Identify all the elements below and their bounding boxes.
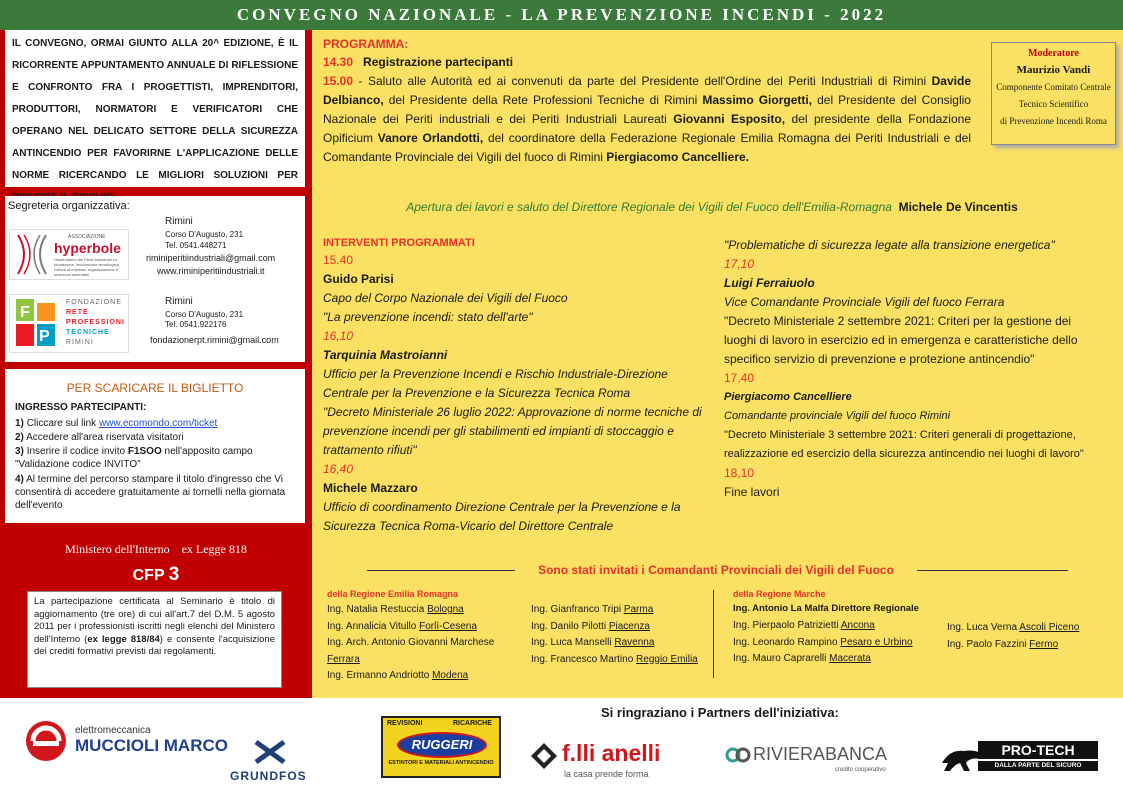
commander-item: [327, 619, 527, 636]
talk-topic: "Decreto Ministeriale 2 settembre 2021: Criteri per la gestione dei luoghi di lavoro in esercizio ed in emergenza e caratteristiche dello specifico servizio di prevenzione e protezione antincendio": [724, 314, 1078, 366]
commander-city: Parma: [623, 604, 654, 615]
rpt-line-2: RETE: [66, 309, 89, 316]
anelli-logo-icon: [530, 742, 558, 770]
org1-website[interactable]: www.riminiperitiindustriali.it: [157, 266, 265, 276]
commander-name: Ing. Luca Verna: [947, 622, 1020, 633]
talk-speaker: Guido Parisi: [323, 272, 394, 286]
rivierabanca-name: RIVIERABANCA: [753, 744, 888, 764]
talks-left: [323, 236, 713, 536]
secretariat-title: Segreteria organizzativa:: [8, 200, 130, 212]
marche-title: della Regione Marche: [733, 589, 826, 599]
moderator-role-1: Componente Comitato Centrale: [996, 82, 1111, 92]
region-divider: [713, 590, 714, 678]
talk-speaker: Michele Mazzaro: [323, 481, 418, 495]
talks-title: INTERVENTI PROGRAMMATI: [323, 237, 475, 249]
commander-name: Ing. Leonardo Rampino: [733, 636, 841, 648]
anelli-tagline: la casa prende forma: [564, 769, 649, 779]
ticket-subtitle: INGRESSO PARTECIPANTI:: [15, 402, 147, 413]
divider-right: [917, 570, 1068, 571]
talk-role: Ufficio per la Prevenzione Incendi e Rischio Industriale-Direzione Centrale per la Prevenzione e la Sicurezza Tecnica Roma: [323, 367, 668, 400]
grundfos-logo-icon: [250, 738, 290, 766]
ticket-title: PER SCARICARE IL BIGLIETTO: [66, 381, 244, 395]
rpt-line-3: PROFESSIONI: [66, 319, 125, 326]
commander-item: [327, 635, 527, 668]
commander-item: [947, 620, 1117, 637]
partners-title: Si ringraziano i Partners dell'iniziativa:: [601, 705, 839, 720]
talk-time: 18,10: [724, 466, 755, 480]
commander-name: Ing. Francesco Martino: [531, 653, 637, 665]
er-list-2: [531, 602, 711, 668]
commander-item: [531, 619, 711, 636]
commander-name: Ing. Luca Manselli: [531, 637, 615, 648]
program-title: PROGRAMMA:: [323, 37, 409, 51]
ministry-line: Ministero dell'Interno ex Legge 818: [65, 542, 247, 556]
partner-anelli: [530, 740, 690, 782]
hyperbole-desc: Osservatorio dei Periti Industriali su formazione, innovazione tecnologica, cultura di impresa, organizzazione e sicurezza aziendale: [54, 257, 120, 277]
partner-protech: [940, 739, 1100, 779]
moderator-role-3: di Prevenzione Incendi Roma: [1000, 116, 1107, 126]
org1-street: Corso D'Augusto, 231: [165, 230, 244, 239]
muccioli-small: elettromeccanica: [75, 725, 151, 736]
org2-city: Rimini: [165, 296, 193, 307]
hyperbole-mark-icon: [12, 231, 52, 278]
muccioli-logo-icon: [23, 717, 69, 763]
talk-role: Comandante provinciale Vigili del fuoco Rimini: [724, 410, 951, 422]
page-header: CONVEGNO NAZIONALE - LA PREVENZIONE INCENDI - 2022: [0, 0, 1123, 30]
commander-city: Pesaro e Urbino: [840, 636, 913, 648]
commander-item: [531, 635, 711, 652]
commander-name: Ing. Natalia Restuccia: [327, 604, 428, 615]
partner-muccioli: [23, 717, 233, 767]
commander-city: Ferrara: [327, 653, 360, 665]
rpt-mark-icon: [13, 297, 59, 349]
talk-speaker: Piergiacomo Cancelliere: [724, 391, 852, 403]
cfp-label: CFP 3: [132, 564, 180, 585]
marche-list-1: [733, 618, 943, 668]
talk-time: 17.40: [724, 371, 755, 385]
ruggeri-name: RUGGERI: [397, 732, 487, 758]
commander-name: Ing. Ermanno Andriotto: [327, 670, 433, 681]
talk-time: 16,10: [323, 329, 354, 343]
partner-rivierabanca: [725, 744, 910, 784]
commander-name: Ing. Danilo Pilotti: [531, 620, 609, 632]
ticket-step-1: 1) Cliccare sul link www.ecomondo.com/ticket: [15, 418, 218, 429]
commander-city: Ravenna: [614, 637, 655, 648]
commander-name: Ing. Pierpaolo Patrizietti: [733, 620, 841, 631]
talk-speaker: Luigi Ferraiuolo: [724, 276, 815, 290]
program-greetings: 15.00 - Saluto alle Autorità ed ai convenuti da parte del Presidente dell'Ordine dei Periti Industriali di Rimini Davide Delbianco, del Presidente della Rete Professioni Tecniche di Rimini Massimo Giorgetti, del Presidente del Consiglio Nazionale dei Periti industriali e dei Periti Industriali Laureati Giovanni Esposito, del presidente della Fondazione Opificium Vanore Orlandotti, del coordinatore della Federazione Regionale Emilia Romagna dei Periti Industriali e del Comandante Provinciale dei Vigili del fuoco di Rimini Piergiacomo Cancelliere.: [323, 74, 972, 164]
fondazione-rpt-logo: [9, 294, 129, 353]
talk-role: Capo del Corpo Nazionale dei Vigili del Fuoco: [323, 291, 568, 305]
credits-text: La partecipazione certificata al Seminario è titolo di aggiornamento (tre ore) di cui all'art.7 del D.M. 5 agosto 2011 per i professionisti iscritti negli elenchi del Ministero dell'Interno (ex legge 818/84) e consente l'acquisizione dei crediti formativi previsti dai regolamenti.: [27, 591, 282, 688]
commander-city: Ascoli Piceno: [1019, 622, 1080, 633]
commander-item: [733, 651, 943, 668]
anelli-name: f.lli anelli: [562, 740, 661, 766]
talk-role: Ufficio di coordinamento Direzione Centrale per la Prevenzione e la Sicurezza Tecnica Roma-Vicario del Direttore Centrale: [323, 500, 681, 533]
partner-ruggeri: [381, 716, 501, 778]
rivierabanca-logo-icon: [725, 746, 751, 764]
moderator-label: Moderatore: [1028, 48, 1079, 59]
org2-tel: Tel. 0541.922176: [165, 320, 227, 329]
talk-speaker: Tarquinia Mastroianni: [323, 348, 448, 362]
commander-city: Ancona: [840, 620, 875, 631]
commander-city: Piacenza: [608, 620, 650, 632]
talk-time: 15.40: [323, 253, 354, 267]
ticket-step-2: 2) Accedere all'area riservata visitatori: [15, 432, 184, 443]
ticket-link[interactable]: www.ecomondo.com/ticket: [98, 418, 218, 429]
commander-name: Ing. Annalicia Vitullo: [327, 620, 420, 632]
commander-item: [733, 635, 943, 652]
talk-topic: "Decreto Ministeriale 3 settembre 2021: Criteri generali di progettazione, realizzazione ed esercizio della sicurezza antincendio nei luoghi di lavoro": [724, 429, 1084, 460]
commander-name: Ing. Mauro Caprarelli: [733, 653, 830, 664]
rpt-line-4: TECNICHE: [66, 329, 110, 336]
intro-box: IL CONVEGNO, ORMAI GIUNTO ALLA 20^ EDIZIONE, È IL RICORRENTE APPUNTAMENTO ANNUALE DI RIFLESSIONE E CONFRONTO FRA I PROGETTISTI, IMPRENDITORI, PRODUTTORI, NORMATORI E VERIFICATORI CHE OPERANO NEL DELICATO SETTORE DELLA SICUREZZA ANTINCENDIO PER FAVORIRNE L'APPLICAZIONE DELLE NORME RICERCANDO LE MIGLIORI SOLUZIONI PER: [5, 30, 305, 187]
svg-text:P: P: [39, 328, 50, 345]
talk-topic: "Problematiche di sicurezza legate alla transizione energetica": [724, 238, 1055, 252]
hyperbole-logo: [9, 229, 129, 280]
talk-end: Fine lavori: [724, 485, 780, 499]
commander-item: [327, 668, 527, 685]
ruggeri-bottom: ESTINTORI E MATERIALI ANTINCENDIO: [388, 760, 494, 766]
marche-list-2: [947, 620, 1117, 653]
hyperbole-name: hyperbole: [54, 240, 121, 256]
moderator-role-2: Tecnico Scientifico: [1018, 99, 1089, 109]
commander-city: Modena: [432, 670, 469, 681]
talks-right: [724, 236, 1104, 502]
program-opening: Apertura dei lavori e saluto del Direttore Regionale dei Vigili del Fuoco dell'Emilia-Romagna Michele De Vincentis: [406, 200, 1018, 214]
talk-time: 16,40: [323, 462, 354, 476]
er-list-1: [327, 602, 527, 685]
org2-street: Corso D'Augusto, 231: [165, 310, 244, 319]
moderator-box: [991, 42, 1116, 145]
commander-city: Reggio Emilia: [636, 653, 698, 665]
talk-topic: "La prevenzione incendi: stato dell'arte": [323, 310, 533, 324]
commander-city: Bologna: [427, 604, 464, 615]
commander-item: [531, 602, 711, 619]
talk-topic: "Decreto Ministeriale 26 luglio 2022: Approvazione di norme tecniche di prevenzione incendi per gli stabilimenti ed impianti di stoccaggio e trattamento rifiuti": [323, 405, 702, 457]
commander-city: Forlì-Cesena: [419, 620, 477, 632]
rpt-line-1: FONDAZIONE: [66, 299, 122, 306]
talk-time: 17,10: [724, 257, 755, 271]
ruggeri-top-1: REVISIONI: [387, 720, 423, 727]
rivierabanca-tagline: credito cooperativo: [835, 767, 886, 773]
rpt-line-5: RIMINI: [66, 339, 94, 346]
er-title: della Regione Emilia Romagna: [327, 589, 459, 599]
divider-left: [367, 570, 515, 571]
org1-city: Rimini: [165, 216, 193, 227]
ticket-box: [5, 369, 305, 523]
org2-email[interactable]: fondazionerpt.rimini@gmail.com: [150, 335, 279, 345]
invited-title: Sono stati invitati i Comandanti Provinciali dei Vigili del Fuoco: [538, 563, 894, 577]
talk-role: Vice Comandante Provinciale Vigili del fuoco Ferrara: [724, 295, 1005, 309]
org1-tel: Tel. 0541.448271: [165, 241, 227, 250]
commander-name: Ing. Gianfranco Tripi: [531, 604, 624, 615]
ruggeri-top-2: RICARICHE: [453, 720, 492, 727]
program-registration: 14.30 Registrazione partecipanti: [323, 55, 514, 69]
protech-name: PRO-TECH: [978, 741, 1098, 759]
protech-tagline: DALLA PARTE DEL SICURO: [978, 761, 1098, 771]
org1-email[interactable]: riminiperitiindustriali@gmail.com: [146, 253, 276, 263]
commander-item: [947, 637, 1117, 654]
moderator-name: Maurizio Vandi: [1016, 64, 1091, 76]
commander-item: [733, 618, 943, 635]
partner-grundfos: [230, 738, 348, 788]
ticket-step-4: 4) Al termine del percorso stampare il titolo d'ingresso che Vi consentirà di accedere gratuitamente ai tornelli nella giornata dell'evento: [15, 474, 286, 511]
commander-city: Macerata: [829, 653, 871, 664]
commander-name: Ing. Arch. Antonio Giovanni Marchese: [327, 637, 495, 648]
ticket-step-3: 3) Inserire il codice invito F1SOO nell'apposito campo "Validazione codice INVITO": [15, 446, 253, 470]
hyperbole-small-text: ASSOCIAZIONE: [68, 234, 106, 240]
grundfos-name: GRUNDFOS: [230, 769, 307, 783]
commander-item: [531, 652, 711, 669]
marche-director: Ing. Antonio La Malfa Direttore Regionale: [733, 603, 919, 614]
commander-city: Fermo: [1029, 638, 1059, 650]
muccioli-name: MUCCIOLI MARCO: [75, 736, 228, 755]
invite-code: F1SOO: [127, 446, 162, 457]
svg-text:F: F: [20, 304, 30, 321]
commander-item: [327, 602, 527, 619]
commander-name: Ing. Paolo Fazzini: [947, 638, 1030, 650]
